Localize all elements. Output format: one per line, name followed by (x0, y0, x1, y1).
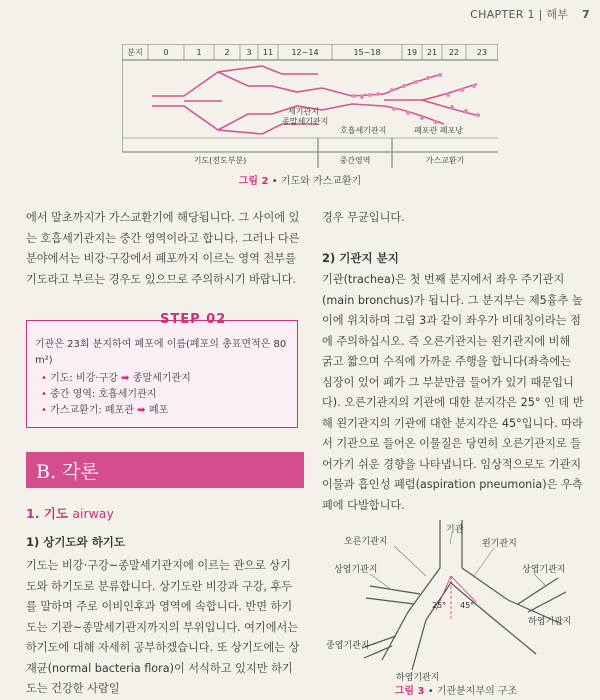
figure-2-bullet: • (271, 176, 281, 187)
zone-gas-exchange: 가스교환기 (425, 156, 465, 165)
step-item-airway-b: 종말세기관지 (132, 373, 191, 384)
fig3-label-left-lower: 하엽기관지 (528, 617, 572, 627)
figure-2-caption (0, 172, 600, 187)
left-paragraph-2: 기도는 비강·구강~종말세기관지에 이르는 관으로 상기도와 하기도로 분류합니다. 상기도란 비강과 구강, 후두를 말하며 주로 이비인후과 영역에 속합니다. 반면 하기도는 기관~종말세기관지까지의 부위입니다. 여기에서는 하기도에 대해 자세히 공부하겠습니다. 또 상기도에는 상재균(normal bacteria flora)이 서식하고 있지만 하기도는 건강한 사람일 (26, 559, 300, 695)
left-paragraph-1: 에서 말초까지가 가스교환기에 해당됩니다. 그 사이에 있는 호흡세기관지는 중간 영역이라고 합니다. 그러나 다른 분야에서는 비강·구강에서 폐포까지 이르는 영역 전부를 기도라고 부르는 경우도 있으므로 주의하시기 바랍니다. (26, 211, 300, 286)
step-02-tab: STEP 02 (160, 312, 227, 327)
step-item-airway-a: 기도: 비강·구강 (50, 373, 118, 384)
step-item-gas-exchange (41, 403, 191, 419)
gen-23: 23 (476, 48, 488, 57)
alveoli-marks (352, 73, 480, 124)
fig3-label-right-bronchus: 오른기관지 (344, 537, 388, 547)
gen-3: 3 (246, 48, 252, 57)
fig3-label-right-lower: 하엽기관지 (396, 673, 440, 682)
step-item-transitional (41, 387, 191, 403)
label-respiratory-bronchiole: 호흡세기관지 (340, 126, 387, 135)
gen-22: 22 (448, 48, 460, 57)
figure-2-text: 기도와 가스교환기 (280, 176, 362, 187)
angle-guides (436, 576, 476, 620)
heading-bronchial-branching: 2) 기관지 분지 (322, 251, 399, 265)
arrow-icon: ➡ (137, 405, 149, 416)
label-bronchiole: 세기관지 (288, 107, 319, 116)
step-02-box (26, 320, 298, 428)
fig3-angle-right: 25° (432, 601, 447, 610)
figure-3-svg (322, 520, 590, 682)
section-b-title: B. 각론 (36, 461, 99, 483)
gen-1: 1 (196, 48, 202, 57)
fig3-angle-left: 45° (460, 601, 475, 610)
fig3-label-left-bronchus: 왼기관지 (482, 539, 517, 549)
zone-transitional: 중간영역 (339, 156, 371, 165)
figure-2-airway-diagram (122, 44, 498, 168)
gen-21: 21 (426, 48, 438, 57)
step-item-gas-a: 가스교환기: 폐포관 (50, 405, 134, 416)
gen-12-14: 12~14 (291, 48, 319, 57)
figure-3-bronchial-structure (322, 520, 590, 682)
right-paragraph-1: 기관(trachea)은 첫 번째 분지에서 좌우 주기관지(main bronchus)가 됩니다. 그 분지부는 제5흉추 높이에 위치하며 그림 3과 같이 좌우가 비대칭이라는 점에 주의하십시오. 즉 오른기관지는 왼기관지에 비해 굵고 짧으며 수직에 가까운 주행을 합니다(좌측에는 심장이 있어 폐가 그 부분만큼 들어가 있기 때문입니다). 오른기관지의 기관에 대한 분지각은 25° 인 데 반해 왼기관지의 기관에 대한 분지각은 45°입니다. 따라서 기관으로 들어온 이물질은 당연히 오른기관지로 들어가기 쉬운 경향을 나타냅니다. 임상적으로도 기관지 이물과 흡인성 폐렴(aspiration pneumonia)은 우측폐에 다발합니다. (322, 273, 584, 510)
step-item-airway (41, 371, 191, 387)
label-terminal-bronchiole: 종말세기관지 (282, 117, 329, 126)
fig3-label-right-middle: 중엽기관지 (326, 641, 370, 651)
gen-row-label: 분지 (127, 48, 143, 57)
page-number: 7 (582, 8, 590, 21)
gen-11: 11 (262, 48, 274, 57)
gen-2: 2 (224, 48, 230, 57)
step-item-gas-b: 폐포 (148, 405, 169, 416)
figure-3-bullet: • (427, 686, 437, 697)
label-alveolar-duct-sac: 폐포관 폐포낭 (414, 126, 463, 135)
gen-0: 0 (163, 48, 169, 57)
figure-2-svg (122, 44, 498, 168)
fig3-label-left-upper: 상엽기관지 (522, 565, 566, 575)
arrow-icon: ➡ (120, 373, 133, 384)
figure-2-label: 그림 2 (238, 176, 269, 187)
heading-airway-en: airway (72, 506, 114, 521)
running-header (470, 6, 590, 22)
step-list (41, 371, 191, 419)
step-lead-text: 기관은 23회 분지하여 폐포에 이름(폐포의 총표면적은 80 m²) (35, 339, 287, 366)
heading-airway (26, 504, 114, 522)
figure-3-label: 그림 3 (394, 686, 425, 697)
fig3-label-trachea: 기관 (446, 525, 464, 535)
right-paragraph-0: 경우 무균입니다. (322, 211, 405, 224)
heading-airway-ko: 1. 기도 (26, 506, 68, 521)
bronchi-outline (362, 520, 566, 670)
gen-19: 19 (406, 48, 418, 57)
leader-lines (370, 532, 546, 590)
heading-upper-lower-airway: 1) 상기도와 하기도 (26, 535, 126, 549)
zone-conducting: 기도(전도부분) (193, 156, 247, 165)
section-b-banner (26, 452, 304, 488)
figure-3-text: 기관분지부의 구조 (436, 686, 518, 697)
figure-3-caption (322, 682, 590, 697)
chapter-title: CHAPTER 1 | 해부 (470, 8, 569, 21)
gen-15-18: 15~18 (353, 48, 381, 57)
step-item-transitional-a: 중간 영역: 호흡세기관지 (50, 389, 157, 400)
fig3-label-right-upper: 상엽기관지 (334, 565, 378, 575)
